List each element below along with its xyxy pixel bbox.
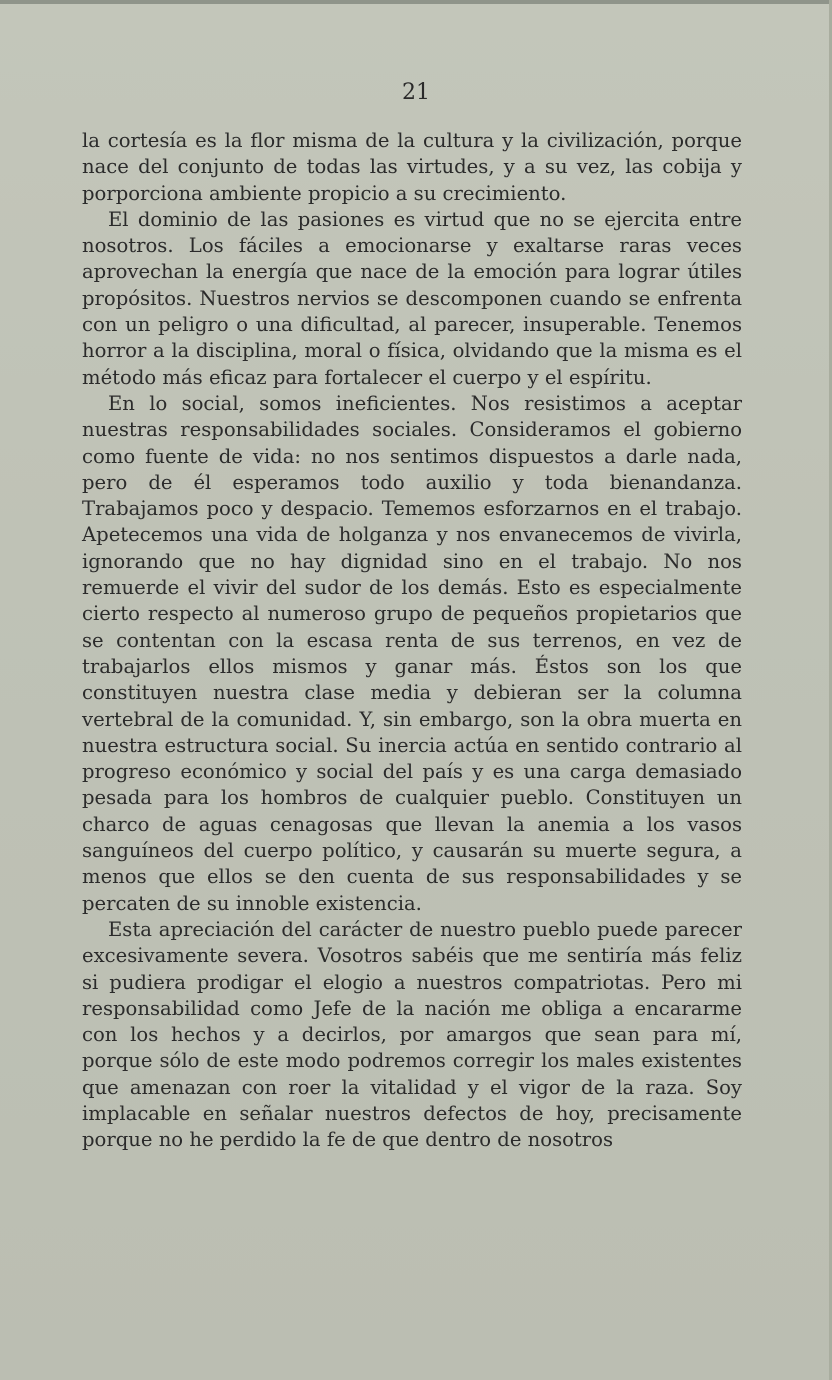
paragraph-4: Esta apreciación del carácter de nuestro pueblo puede parecer excesivamente severa. Vosotros sabéis que me sentiría más feliz si pudiera prodigar el elogio a nuestros compatriotas. Pero mi responsabilidad como Jefe de la nación me obliga a encararme con los hechos y a decirlos, por amargos que sean para mí, porque sólo de este modo podremos corregir los males existentes que amenazan con roer la vitalidad y el vigor de la raza. Soy implacable en señalar nuestros defectos de hoy, precisamente porque no he perdido la fe de que dentro de nosotros [82,917,742,1152]
paragraph-2: El dominio de las pasiones es virtud que no se ejercita entre nosotros. Los fáciles a emocionarse y exaltarse raras veces aprovechan la energía que nace de la emoción para lograr útiles propósitos. Nuestros nervios se descomponen cuando se enfrenta con un peligro o una dificultad, al parecer, insuperable. Tenemos horror a la disciplina, moral o física, olvidando que la misma es el método más eficaz para fortalecer el cuerpo y el espíritu. [82,207,742,389]
page-number: 21 [402,80,430,105]
page-top-edge [0,0,832,4]
paragraph-1: la cortesía es la flor misma de la cultura y la civilización, porque nace del conjunto de todas las virtudes, y a su vez, las cobija y porporciona ambiente propicio a su crecimiento. [82,129,742,205]
body-text [82,128,742,1154]
paragraph-3: En lo social, somos ineficientes. Nos resistimos a aceptar nuestras responsabilidades sociales. Consideramos el gobierno como fuente de vida: no nos sentimos dispuestos a darle nada, pero de él esperamos todo auxilio y toda bienandanza. Trabajamos poco y despacio. Tememos esforzarnos en el trabajo. Apetecemos una vida de holganza y nos envanecemos de vivirla, ignorando que no hay dignidad sino en el trabajo. No nos remuerde el vivir del sudor de los demás. Esto es especialmente cierto respecto al numeroso grupo de pequeños propietarios que se contentan con la escasa renta de sus terrenos, en vez de trabajarlos ellos mismos y ganar más. Éstos son los que constituyen nuestra clase media y debieran ser la columna vertebral de la comunidad. Y, sin embargo, son la obra muerta en nuestra estructura social. Su inercia actúa en sentido contrario al progreso económico y social del país y es una carga demasiado pesada para los hombros de cualquier pueblo. Constituyen un charco de aguas cenagosas que llevan la anemia a los vasos sanguíneos del cuerpo político, y causarán su muerte segura, a menos que ellos se den cuenta de sus responsabilidades y se percaten de su innoble existencia. [82,391,742,915]
